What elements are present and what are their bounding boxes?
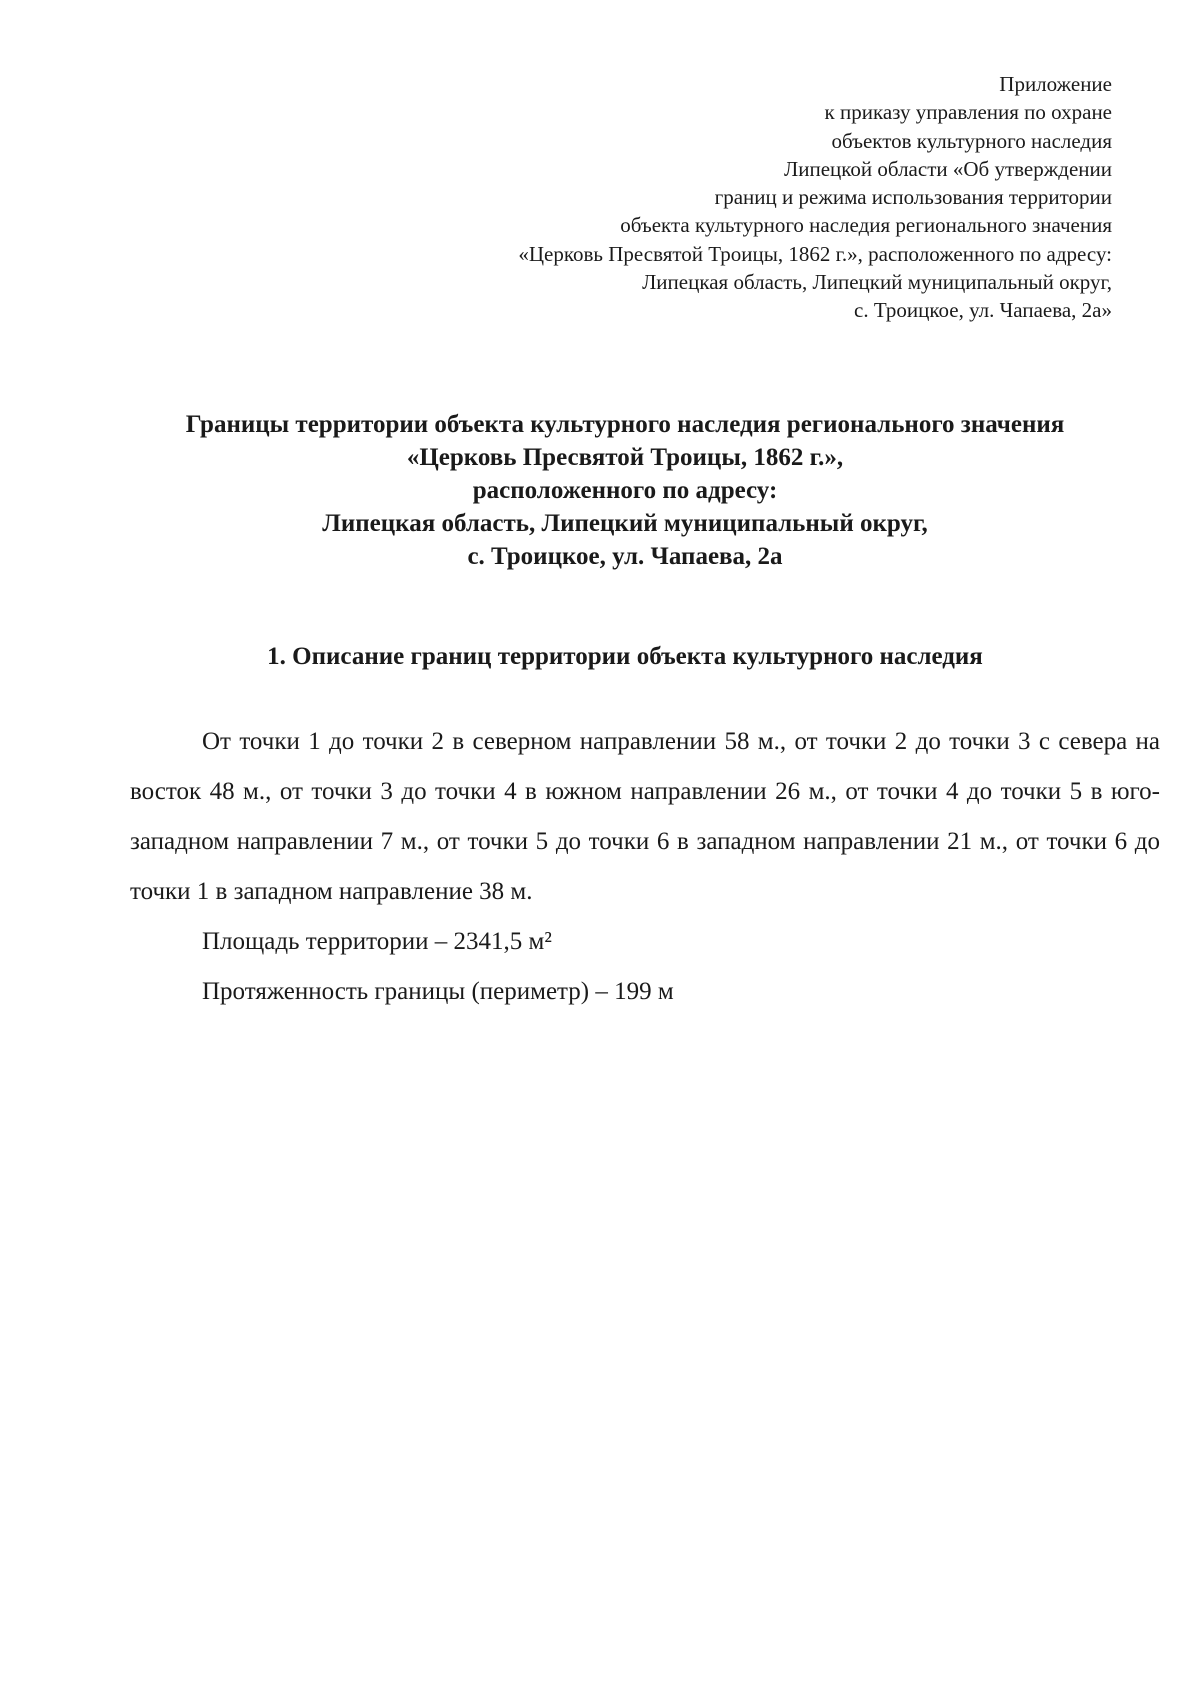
appendix-line: объекта культурного наследия регионального значения (620, 213, 1112, 238)
appendix-line: к приказу управления по охране (824, 100, 1112, 125)
appendix-line: «Церковь Пресвятой Троицы, 1862 г.», расположенного по адресу: (518, 241, 1112, 266)
title-line: Границы территории объекта культурного наследия регионального значения (185, 411, 1065, 438)
appendix-line: с. Троицкое, ул. Чапаева, 2а» (854, 298, 1112, 323)
title-line: Липецкая область, Липецкий муниципальный округ, (322, 510, 928, 537)
title-line: с. Троицкое, ул. Чапаева, 2а (467, 543, 783, 570)
appendix-line: границ и режима использования территории (714, 185, 1112, 210)
perimeter-statement: Протяженность границы (периметр) – 199 м (202, 978, 674, 1005)
document-title (100, 408, 1150, 573)
appendix-line: Приложение (999, 72, 1112, 96)
title-line: «Церковь Пресвятой Троицы, 1862 г.», (406, 444, 844, 471)
appendix-line: объектов культурного наследия (831, 128, 1112, 153)
boundary-description: От точки 1 до точки 2 в северном направлении 58 м., от точки 2 до точки 3 с севера на восток 48 м., от точки 3 до точки 4 в южном направлении 26 м., от точки 4 до точки 5 в юго-западном направлении 7 м., от точки 5 до точки 6 в западном направлении 21 м., от точки 6 до точки 1 в западном направление 38 м. (130, 728, 1160, 905)
title-line: расположенного по адресу: (472, 477, 778, 504)
appendix-header (352, 70, 1112, 325)
section-heading: 1. Описание границ территории объекта культурного наследия (267, 643, 983, 670)
appendix-line: Липецкая область, Липецкий муниципальный округ, (642, 270, 1112, 295)
section-body (130, 717, 1160, 1017)
area-statement: Площадь территории – 2341,5 м² (202, 928, 552, 955)
appendix-line: Липецкой области «Об утверждении (784, 156, 1112, 181)
